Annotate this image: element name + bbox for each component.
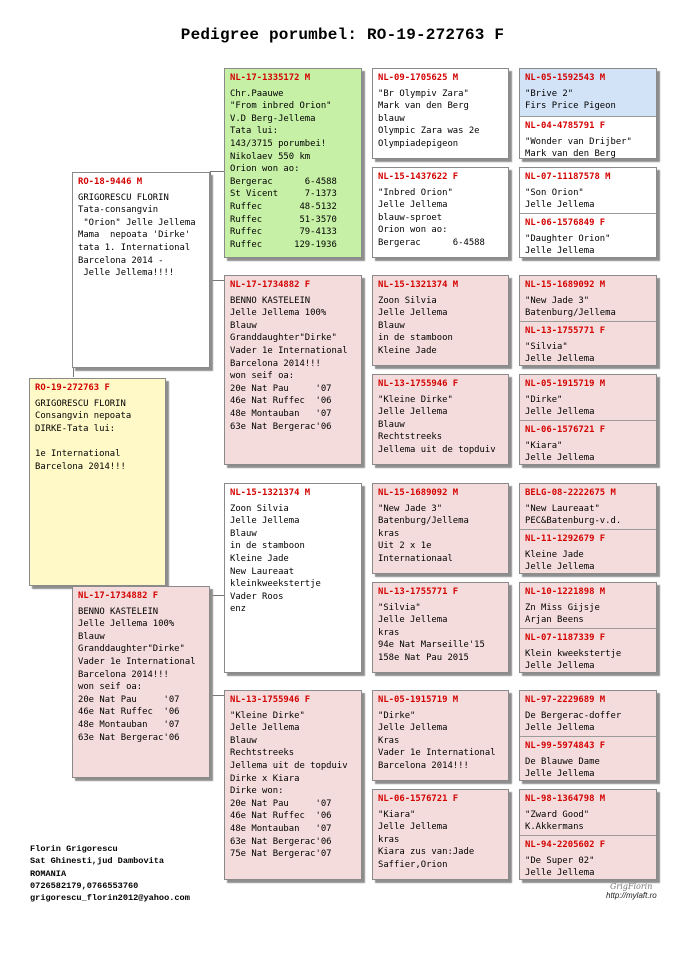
ring-id: NL-15-1437622 F: [378, 172, 459, 182]
pedigree-line: kleinkweekstertje: [230, 579, 321, 590]
pedigree-line: Jelle Jellema: [378, 200, 448, 211]
pedigree-line: Orion won ao:: [230, 164, 300, 175]
pedigree-line: Rechtstreeks: [230, 748, 295, 759]
pedigree-line: Ruffec 129-1936: [230, 239, 337, 250]
pedigree-line: Vader 1e International: [230, 345, 348, 356]
dam-card: [72, 586, 210, 778]
pedigree-line: Batenburg/Jellema: [378, 516, 469, 527]
pedigree-line: Nikolaev 550 km: [230, 151, 311, 162]
pedigree-line: tata 1. International: [78, 242, 191, 253]
pedigree-line: "Silvia": [378, 602, 421, 613]
pedigree-line: Blauw: [230, 528, 257, 539]
pedigree-line: in de stamboon: [378, 333, 453, 344]
ring-id: NL-05-1915719 M: [378, 695, 459, 705]
pedigree-line: "Kiara": [378, 809, 416, 820]
pedigree-line: Consangvin nepoata: [35, 411, 132, 422]
pedigree-line: DIRKE-Tata lui:: [35, 423, 116, 434]
pedigree-line: Jelle Jellema: [525, 354, 595, 365]
pedigree-line: Jelle Jellema: [378, 308, 448, 319]
pedigree-line: Blauw: [78, 631, 105, 642]
pedigree-line: "Kleine Dirke": [230, 710, 305, 721]
pedigree-line: Vader 1e International: [378, 748, 496, 759]
pedigree-line: Olympiadepigeon: [378, 138, 459, 149]
pedigree-line: [35, 435, 160, 448]
pedigree-line: "Zward Good": [525, 809, 590, 820]
pedigree-line: "Kleine Dirke": [378, 394, 453, 405]
ancestor-entry: NL-04-4785791 F "Wonder van Drijber" Mark van den Berg: [520, 116, 656, 159]
pedigree-line: "Silvia": [525, 341, 568, 352]
pedigree-line: Jelle Jellema: [525, 200, 595, 211]
pedigree-line: 46e Nat Ruffec '06: [230, 396, 332, 407]
pedigree-line: "Son Orion": [525, 187, 584, 198]
pedigree-line: BENNO KASTELEIN: [230, 295, 311, 306]
pedigree-line: Mama nepoata 'Dirke': [78, 230, 191, 241]
pedigree-line: "Dirke": [525, 394, 563, 405]
pedigree-line: Granddaughter"Dirke": [230, 333, 337, 344]
pedigree-line: Arjan Beens: [525, 615, 584, 626]
pedigree-line: St Vicent 7-1373: [230, 189, 337, 200]
grandparent-card: [224, 275, 362, 465]
pedigree-line: GRIGORESCU FLORIN: [35, 398, 126, 409]
pedigree-line: Kras: [378, 735, 400, 746]
page-title: Pedigree porumbel: RO-19-272763 F: [180, 26, 505, 44]
great-grandparent-card: [372, 483, 509, 574]
gg-pair-box: [519, 582, 657, 673]
ancestor-entry: NL-13-1755771 F "Silvia" Jelle Jellema: [520, 321, 656, 366]
gg-pair-box: [519, 167, 657, 258]
great-grandparent-card: [372, 374, 509, 465]
connector-line: [210, 595, 224, 596]
great-grandparent-card: [372, 582, 509, 673]
pedigree-line: Chr.Paauwe: [230, 88, 284, 99]
pedigree-line: Jellema uit de topduiv: [230, 760, 348, 771]
signature: [606, 882, 657, 900]
pedigree-line: 1e International: [35, 448, 121, 459]
pedigree-line: Barcelona 2014!!!: [378, 760, 469, 771]
pedigree-line: "Wonder van Drijber": [525, 136, 632, 147]
contact-line: Florin Grigorescu: [30, 844, 118, 854]
pedigree-line: K.Akkermans: [525, 822, 584, 833]
pedigree-line: Rechtstreeks: [378, 432, 443, 443]
pedigree-line: Zoon Silvia: [378, 295, 437, 306]
pedigree-line: Ruffec 79-4133: [230, 227, 337, 238]
grandparent-card: [224, 690, 362, 880]
pedigree-line: Barcelona 2014!!!: [35, 461, 126, 472]
pedigree-line: kras: [378, 834, 400, 845]
pedigree-line: Zoon Silvia: [230, 503, 289, 514]
great-grandparent-card: [372, 167, 509, 258]
pedigree-line: kras: [378, 528, 400, 539]
pedigree-line: De Blauwe Dame: [525, 756, 600, 767]
pedigree-line: Vader 1e International: [78, 656, 196, 667]
ancestor-entry: BELG-08-2222675 M "New Laureaat" PEC&Batenburg-v.d.: [520, 484, 656, 529]
pedigree-line: Bergerac 6-4588: [230, 176, 337, 187]
pedigree-line: GRIGORESCU FLORIN: [78, 192, 169, 203]
pedigree-line: 158e Nat Pau 2015: [378, 652, 469, 663]
pedigree-line: New Laureaat: [230, 566, 295, 577]
pedigree-line: "New Jade 3": [525, 295, 590, 306]
great-grandparent-card: [372, 690, 509, 781]
ring-id: NL-13-1755946 F: [378, 379, 459, 389]
pedigree-line: blauw: [378, 113, 405, 124]
signature-url: http://mylaft.ro: [606, 891, 657, 900]
pedigree-line: won seif oa:: [78, 682, 143, 693]
pedigree-line: 63e Nat Bergerac'06: [230, 836, 332, 847]
connector-line: [210, 171, 224, 172]
ancestor-entry: NL-99-5974843 F De Blauwe Dame Jelle Jellema: [520, 736, 656, 781]
ring-id: NL-17-1335172 M: [230, 73, 311, 83]
pedigree-line: "Dirke": [378, 710, 416, 721]
pedigree-line: 20e Nat Pau '07: [230, 798, 332, 809]
great-grandparent-card: [372, 275, 509, 366]
ancestor-entry: NL-06-1576849 F "Daughter Orion" Jelle Jellema: [520, 213, 656, 258]
pedigree-line: "Orion" Jelle Jellema: [78, 217, 196, 228]
owner-contact: [30, 843, 190, 904]
ring-id: NL-15-1321374 M: [378, 280, 459, 290]
pedigree-line: Ruffec 48-5132: [230, 201, 337, 212]
ancestor-entry: NL-05-1915719 M "Dirke" Jelle Jellema: [520, 375, 656, 420]
pedigree-line: Mark van den Berg: [378, 101, 469, 112]
pedigree-line: Zn Miss Gijsje: [525, 602, 600, 613]
pedigree-line: "New Laureaat": [525, 503, 600, 514]
pedigree-line: Tata lui:: [230, 126, 279, 137]
pedigree-line: Jellema uit de topduiv: [378, 444, 496, 455]
contact-line: 0726582179,0766553760: [30, 880, 139, 891]
pedigree-line: Jelle Jellema 100%: [78, 619, 175, 630]
subject-card: [29, 378, 166, 586]
pedigree-line: Jelle Jellema!!!!: [78, 268, 175, 279]
gg-pair-box: [519, 275, 657, 366]
pedigree-line: Dirke won:: [230, 786, 284, 797]
pedigree-line: Jelle Jellema: [525, 407, 595, 418]
pedigree-line: Vader Roos: [230, 591, 284, 602]
pedigree-line: Blauw: [378, 419, 405, 430]
pedigree-line: Firs Price Pigeon: [525, 101, 616, 112]
pedigree-line: "Kiara": [525, 440, 563, 451]
pedigree-line: Klein kweekstertje: [525, 648, 622, 659]
pedigree-line: Granddaughter"Dirke": [78, 644, 185, 655]
pedigree-line: Jelle Jellema: [525, 769, 595, 780]
pedigree-line: Kiara zus van:Jade: [378, 847, 475, 858]
ring-id: NL-13-1755771 F: [378, 587, 459, 597]
ring-id: RO-19-272763 F: [35, 383, 110, 393]
pedigree-line: 20e Nat Pau '07: [230, 383, 332, 394]
pedigree-line: 75e Nat Bergerac'07: [230, 849, 332, 860]
ring-id: NL-15-1689092 M: [378, 488, 459, 498]
pedigree-line: enz: [230, 604, 247, 615]
pedigree-line: 63e Nat Bergerac'06: [78, 732, 180, 743]
pedigree-line: 48e Montauban '07: [230, 823, 332, 834]
contact-line: ROMANIA: [30, 868, 67, 879]
ancestor-entry: NL-97-2229689 M De Bergerac-doffer Jelle Jellema: [520, 691, 656, 736]
pedigree-line: "New Jade 3": [378, 503, 443, 514]
pedigree-line: 94e Nat Marseille'15: [378, 640, 485, 651]
ring-id: NL-13-1755946 F: [230, 695, 311, 705]
pedigree-line: Bergerac 6-4588: [378, 237, 485, 248]
pedigree-line: Barcelona 2014!!!: [230, 358, 321, 369]
pedigree-line: Jelle Jellema: [525, 246, 595, 257]
gg-pair-box: [519, 483, 657, 574]
ancestor-entry: NL-05-1592543 M "Brive 2" Firs Price Pigeon: [520, 69, 656, 116]
pedigree-line: Olympic Zara was 2e: [378, 126, 480, 137]
pedigree-line: PEC&Batenburg-v.d.: [525, 516, 622, 527]
sire-card: [72, 172, 210, 368]
pedigree-line: "From inbred Orion": [230, 101, 332, 112]
connector-line: [210, 695, 224, 696]
ancestor-entry: NL-15-1689092 M "New Jade 3" Batenburg/Jellema: [520, 276, 656, 321]
pedigree-line: Jelle Jellema: [525, 453, 595, 464]
gg-pair-box: [519, 789, 657, 880]
pedigree-line: Dirke x Kiara: [230, 773, 300, 784]
pedigree-line: Jelle Jellema: [525, 562, 595, 573]
ancestor-entry: NL-11-1292679 F Kleine Jade Jelle Jellema: [520, 529, 656, 574]
pedigree-line: 46e Nat Ruffec '06: [230, 811, 332, 822]
pedigree-line: Jelle Jellema: [230, 516, 300, 527]
pedigree-line: Saffier,Orion: [378, 859, 448, 870]
pedigree-line: 63e Nat Bergerac'06: [230, 421, 332, 432]
great-grandparent-card: [372, 68, 509, 159]
ancestor-entry: NL-10-1221898 M Zn Miss Gijsje Arjan Beens: [520, 583, 656, 628]
pedigree-line: Jelle Jellema: [525, 868, 595, 879]
pedigree-line: Jelle Jellema: [525, 723, 595, 734]
pedigree-line: Blauw: [230, 320, 257, 331]
pedigree-line: Jelle Jellema 100%: [230, 308, 327, 319]
pedigree-line: Ruffec 51-3570: [230, 214, 337, 225]
pedigree-line: Kleine Jade: [525, 549, 584, 560]
ancestor-entry: NL-98-1364798 M "Zward Good" K.Akkermans: [520, 790, 656, 835]
pedigree-line: Kleine Jade: [230, 553, 289, 564]
pedigree-line: Jelle Jellema: [230, 723, 300, 734]
pedigree-line: Orion won ao:: [378, 225, 448, 236]
pedigree-line: BENNO KASTELEIN: [78, 606, 159, 617]
pedigree-line: Uit 2 x 1e: [378, 541, 432, 552]
pedigree-line: Tata-consangvin: [78, 205, 159, 216]
ring-id: NL-17-1734882 F: [230, 280, 311, 290]
pedigree-line: Barcelona 2014!!!: [78, 669, 169, 680]
contact-line: Sat Ghinesti,jud Dambovita: [30, 856, 165, 867]
great-grandparent-card: [372, 789, 509, 880]
ring-id: RO-18-9446 M: [78, 177, 143, 187]
pedigree-line: "Br Olympiv Zara": [378, 88, 469, 99]
pedigree-line: Jelle Jellema: [378, 407, 448, 418]
pedigree-line: in de stamboon: [230, 541, 305, 552]
connector-line: [210, 280, 224, 281]
pedigree-line: Blauw: [230, 735, 257, 746]
connector-line: [210, 590, 211, 696]
signature-scribble: GrigFlorin: [610, 882, 653, 891]
gg-pair-box: [519, 68, 657, 159]
pedigree-line: "Daughter Orion": [525, 233, 611, 244]
ancestor-entry: NL-07-1187339 F Klein kweekstertje Jelle Jellema: [520, 628, 656, 673]
pedigree-line: "Brive 2": [525, 88, 574, 99]
pedigree-line: "De Super 02": [525, 855, 595, 866]
pedigree-line: Blauw: [378, 320, 405, 331]
pedigree-line: De Bergerac-doffer: [525, 710, 622, 721]
pedigree-line: Barcelona 2014 -: [78, 255, 164, 266]
gg-pair-box: [519, 374, 657, 465]
pedigree-line: 46e Nat Ruffec '06: [78, 707, 180, 718]
pedigree-line: "Inbred Orion": [378, 187, 453, 198]
ring-id: NL-17-1734882 F: [78, 591, 159, 601]
ancestor-entry: NL-94-2205602 F "De Super 02" Jelle Jellema: [520, 835, 656, 880]
pedigree-line: 143/3715 porumbei!: [230, 138, 327, 149]
pedigree-line: Jelle Jellema: [378, 822, 448, 833]
connector-line: [210, 172, 211, 280]
grandparent-card: [224, 483, 362, 673]
pedigree-line: kras: [378, 627, 400, 638]
gg-pair-box: [519, 690, 657, 781]
ancestor-entry: NL-06-1576721 F "Kiara" Jelle Jellema: [520, 420, 656, 465]
pedigree-line: blauw-sproet: [378, 212, 443, 223]
ring-id: NL-09-1705625 M: [378, 73, 459, 83]
grandparent-card: [224, 68, 362, 258]
pedigree-line: V.D Berg-Jellema: [230, 113, 316, 124]
pedigree-line: Batenburg/Jellema: [525, 308, 616, 319]
pedigree-line: 20e Nat Pau '07: [78, 694, 180, 705]
pedigree-line: Jelle Jellema: [378, 615, 448, 626]
pedigree-line: Jelle Jellema: [525, 661, 595, 672]
pedigree-line: Jelle Jellema: [378, 723, 448, 734]
pedigree-line: Kleine Jade: [378, 345, 437, 356]
contact-line: grigorescu_florin2012@yahoo.com: [30, 893, 190, 904]
pedigree-line: 48e Montauban '07: [230, 408, 332, 419]
ancestor-entry: NL-07-11187578 M "Son Orion" Jelle Jellema: [520, 168, 656, 213]
pedigree-line: 48e Montauban '07: [78, 719, 180, 730]
pedigree-line: Internationaal: [378, 553, 453, 564]
pedigree-line: won seif oa:: [230, 371, 295, 382]
pedigree-line: Mark van den Berg: [525, 149, 616, 159]
ring-id: NL-15-1321374 M: [230, 488, 311, 498]
ring-id: NL-06-1576721 F: [378, 794, 459, 804]
